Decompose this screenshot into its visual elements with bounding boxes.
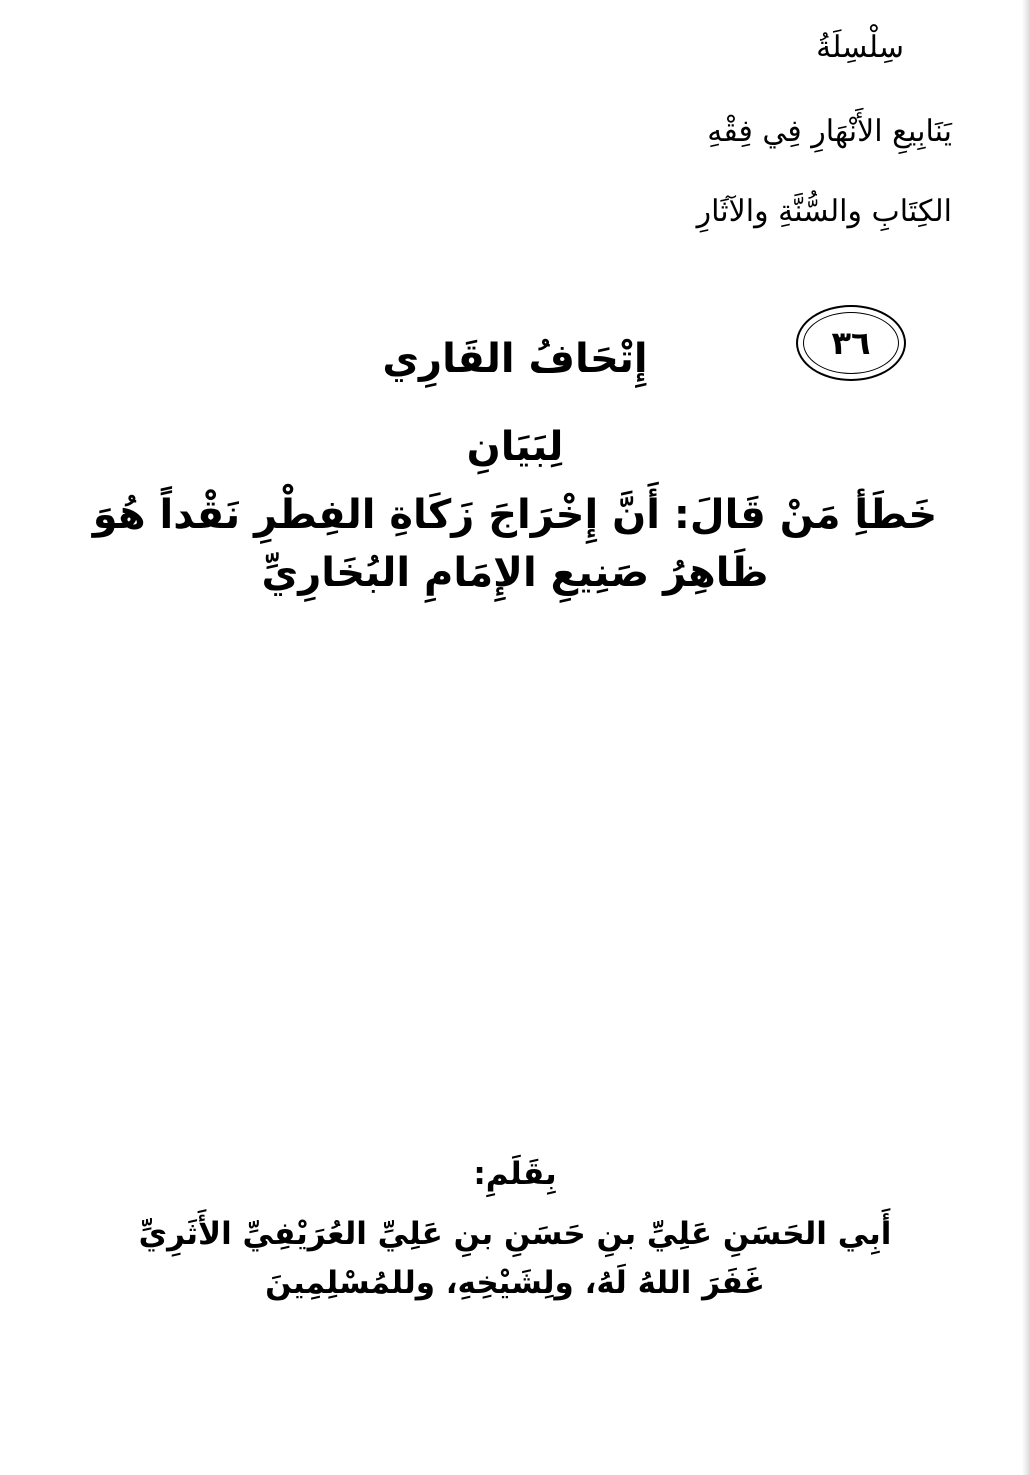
title-line: لِبَيَانِ [466,424,564,470]
series-line: سِلْسِلَةُ [816,30,904,65]
page-edge-shadow [1022,0,1030,1475]
volume-number: ٣٦ [831,324,871,362]
author-prayer: غَفَرَ اللهُ لَهُ، ولِشَيْخِهِ، وللمُسْلِمِينَ [265,1265,765,1302]
author-label: بِقَلَمِ: [473,1156,557,1192]
series-name [652,30,952,230]
title-line: إِتْحَافُ القَارِي [382,336,648,382]
author-name: أَبِي الحَسَنِ عَلِيِّ بنِ حَسَنِ بنِ عَلِيِّ العُرَيْفِيِّ الأَثَرِيِّ [138,1215,892,1252]
series-line: يَنَابِيعِ الأَنْهَارِ فِي فِقْهِ [707,114,952,149]
title-line: خَطَأِ مَنْ قَالَ: أَنَّ إِخْرَاجَ زَكَاةِ الفِطْرِ نَقْداً هُوَ [92,492,938,538]
series-line: الكِتَابِ والسُّنَّةِ والآثَارِ [696,194,952,229]
author-block [80,1150,950,1309]
title-line: ظَاهِرُ صَنِيعِ الإِمَامِ البُخَارِيِّ [261,550,769,596]
book-title [80,330,950,602]
